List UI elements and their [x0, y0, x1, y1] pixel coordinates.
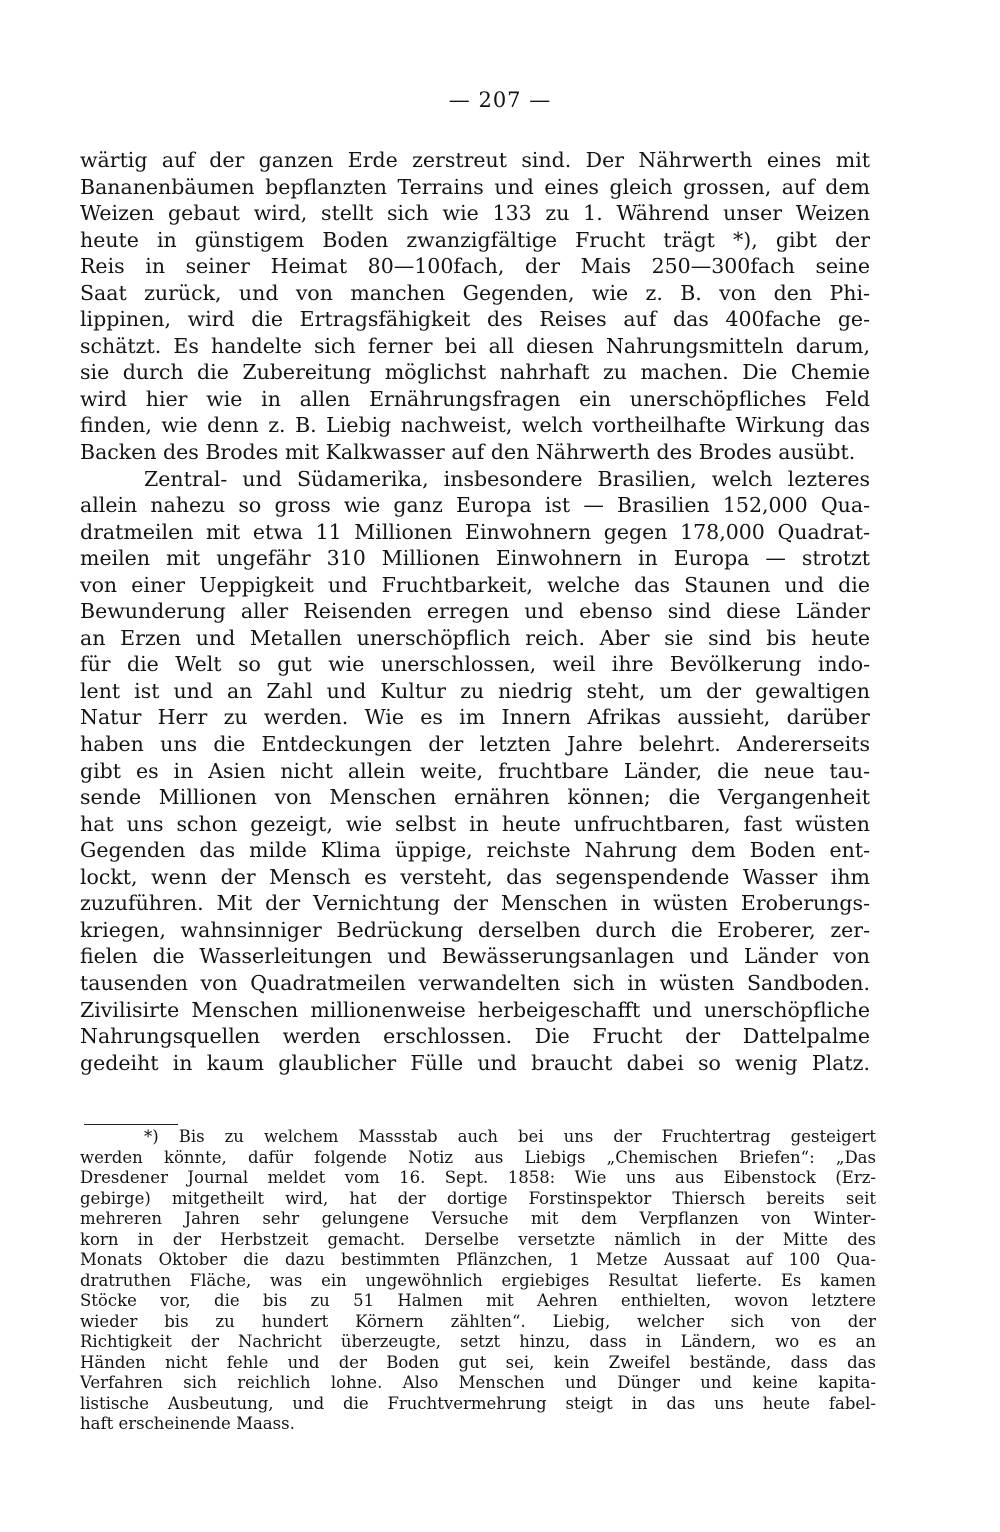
text-line: sie durch die Zubereitung möglichst nahrhaft zu machen. Die Chemie — [80, 360, 870, 385]
text-line: Bewunderung aller Reisenden erregen und ebenso sind diese Länder — [80, 599, 870, 624]
footnote-divider — [84, 1124, 178, 1125]
footnote-line: Stöcke vor, die bis zu 51 Halmen mit Aehren enthielten, wovon letztere — [80, 1291, 876, 1310]
text-line: Gegenden das milde Klima üppige, reichste Nahrung dem Boden ent- — [80, 838, 870, 863]
text-line: schätzt. Es handelte sich ferner bei all diesen Nahrungsmitteln darum, — [80, 333, 870, 358]
text-line: sende Millionen von Menschen ernähren können; die Vergangenheit — [80, 785, 870, 810]
text-line: meilen mit ungefähr 310 Millionen Einwohnern in Europa — strotzt — [80, 546, 870, 571]
footnote-line: werden könnte, dafür folgende Notiz aus Liebigs „Chemischen Briefen“: „Das — [80, 1147, 876, 1167]
text-line: Reis in seiner Heimat 80—100fach, der Mais 250—300fach seine — [80, 254, 870, 279]
text-line: Backen des Brodes mit Kalkwasser auf den Nährwerth des Brodes ausübt. — [80, 440, 856, 465]
text-line: haben uns die Entdeckungen der letzten Jahre belehrt. Andererseits — [80, 732, 870, 757]
footnote-line: wieder bis zu hundert Körnern zählten“. Liebig, welcher sich von der — [80, 1311, 876, 1331]
text-line: lockt, wenn der Mensch es versteht, das segenspendende Wasser ihm — [80, 864, 870, 889]
text-line: an Erzen und Metallen unerschöpflich reich. Aber sie sind bis heute — [80, 625, 870, 650]
text-line: lippinen, wird die Ertragsfähigkeit des Reises auf das 400fache ge- — [80, 307, 870, 332]
page-number: — 207 — — [448, 88, 552, 112]
footnote-line: Richtigkeit der Nachricht überzeugte, setzt hinzu, dass in Ländern, wo es an — [80, 1332, 876, 1351]
text-line: gedeiht in kaum glaublicher Fülle und braucht dabei so wenig Platz. — [80, 1050, 870, 1075]
text-line: dratmeilen mit etwa 11 Millionen Einwohnern gegen 178,000 Quadrat- — [80, 519, 870, 544]
text-line: Bananenbäumen bepflanzten Terrains und eines gleich grossen, auf dem — [80, 174, 870, 199]
text-line: hat uns schon gezeigt, wie selbst in heute unfruchtbaren, fast wüsten — [80, 811, 870, 836]
text-line: zuzuführen. Mit der Vernichtung der Menschen in wüsten Eroberungs- — [80, 891, 870, 916]
text-line: von einer Ueppigkeit und Fruchtbarkeit, welche das Staunen und die — [80, 572, 870, 597]
text-line: Zivilisirte Menschen millionenweise herbeigeschafft und unerschöpfliche — [80, 997, 870, 1022]
text-line: Nahrungsquellen werden erschlossen. Die Frucht der Dattelpalme — [80, 1024, 870, 1049]
text-line: Weizen gebaut wird, stellt sich wie 133 zu 1. Während unser Weizen — [80, 201, 870, 226]
footnote-line: *) Bis zu welchem Massstab auch bei uns der Fruchtertrag gesteigert — [144, 1127, 876, 1146]
text-line: Natur Herr zu werden. Wie es im Innern Afrikas aussieht, darüber — [80, 705, 870, 730]
text-line: wird hier wie in allen Ernährungsfragen ein unerschöpfliches Feld — [80, 386, 870, 411]
text-line: allein nahezu so gross wie ganz Europa ist — Brasilien 152,000 Qua- — [80, 493, 870, 518]
footnote-line: Verfahren sich reichlich lohne. Also Menschen und Dünger und keine kapita- — [80, 1373, 876, 1392]
footnote-line: mehreren Jahren sehr gelungene Versuche mit dem Verpflanzen von Winter- — [80, 1209, 876, 1228]
footnote-line: Dresdener Journal meldet vom 16. Sept. 1858: Wie uns aus Eibenstock (Erz- — [80, 1168, 876, 1187]
text-line: heute in günstigem Boden zwanzigfältige Frucht trägt *), gibt der — [80, 227, 870, 252]
footnote — [80, 1127, 876, 1435]
footnote-line: dratruthen Fläche, was ein ungewöhnlich ergiebiges Resultat lieferte. Es kamen — [80, 1270, 876, 1290]
footnote-line: gebirge) mitgetheilt wird, hat der dortige Forstinspektor Thiersch bereits seit — [80, 1188, 876, 1208]
text-line: Saat zurück, und von manchen Gegenden, wie z. B. von den Phi- — [80, 280, 870, 305]
body-text — [80, 147, 870, 1076]
footnote-line: listische Ausbeutung, und die Fruchtvermehrung steigt in das uns heute fabel- — [80, 1393, 876, 1413]
footnote-line: Monats Oktober die dazu bestimmten Pflänzchen, 1 Metze Aussaat auf 100 Qua- — [80, 1250, 876, 1269]
text-line: für die Welt so gut wie unerschlossen, weil ihre Bevölkerung indo- — [80, 652, 870, 677]
footnote-line: korn in der Herbstzeit gemacht. Derselbe versetzte nämlich in der Mitte des — [80, 1229, 876, 1249]
text-line: kriegen, wahnsinniger Bedrückung derselben durch die Eroberer, zer- — [80, 917, 870, 942]
footnote-line: haft erscheinende Maass. — [80, 1414, 295, 1433]
text-line: Zentral- und Südamerika, insbesondere Brasilien, welch lezteres — [144, 466, 870, 491]
text-line: finden, wie denn z. B. Liebig nachweist, welch vortheilhafte Wirkung das — [80, 413, 870, 438]
text-line: fielen die Wasserleitungen und Bewässerungsanlagen und Länder von — [80, 944, 870, 969]
footnote-line: Händen nicht fehle und der Boden gut sei, kein Zweifel bestände, dass das — [80, 1352, 876, 1372]
text-line: gibt es in Asien nicht allein weite, fruchtbare Länder, die neue tau- — [80, 758, 870, 783]
text-line: wärtig auf der ganzen Erde zerstreut sind. Der Nährwerth eines mit — [80, 148, 870, 172]
text-line: lent ist und an Zahl und Kultur zu niedrig steht, um der gewaltigen — [80, 678, 870, 703]
text-line: tausenden von Quadratmeilen verwandelten sich in wüsten Sandboden. — [80, 970, 870, 995]
